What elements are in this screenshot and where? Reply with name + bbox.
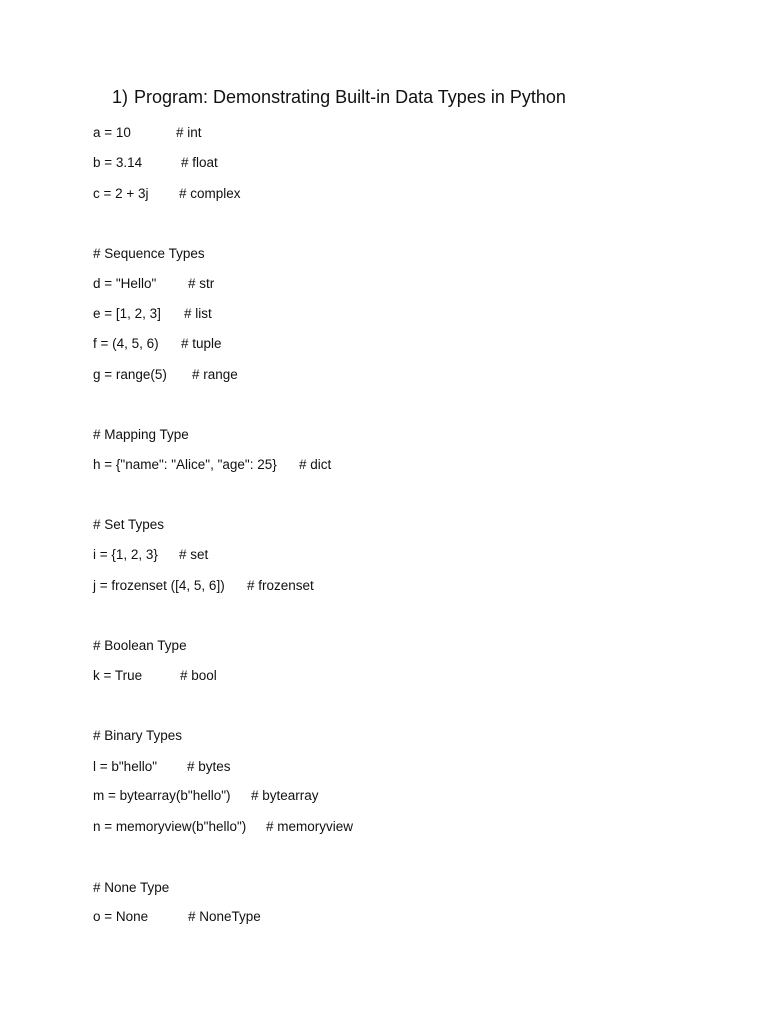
code-comment: # dict	[299, 457, 332, 472]
heading-number: 1)	[112, 87, 129, 107]
code-comment: # bytearray	[251, 788, 319, 803]
code-text: # None Type	[93, 880, 170, 895]
code-text: # Set Types	[93, 517, 165, 532]
code-comment: # int	[176, 125, 202, 140]
code-comment: # str	[188, 276, 215, 291]
code-text: c = 2 + 3j	[93, 186, 149, 201]
code-text: d = "Hello"	[93, 276, 157, 291]
code-line	[93, 125, 202, 140]
code-text: h = {"name": "Alice", "age": 25}	[93, 457, 277, 472]
section-comment	[93, 246, 205, 261]
code-comment: # bool	[180, 668, 217, 683]
code-comment: # tuple	[181, 336, 222, 351]
code-text: g = range(5)	[93, 367, 167, 382]
code-text: # Boolean Type	[93, 638, 187, 653]
code-line	[93, 788, 319, 803]
code-text: m = bytearray(b"hello")	[93, 788, 231, 803]
section-comment	[93, 517, 164, 532]
code-line	[93, 457, 332, 472]
section-comment	[93, 880, 169, 895]
code-line	[93, 668, 217, 683]
code-text: # Mapping Type	[93, 427, 189, 442]
code-comment: # range	[192, 367, 238, 382]
code-text: i = {1, 2, 3}	[93, 547, 158, 562]
code-text: # Binary Types	[93, 728, 183, 743]
code-comment: # NoneType	[188, 909, 261, 924]
code-line	[93, 367, 238, 382]
code-line	[93, 819, 354, 834]
code-line	[93, 759, 231, 774]
code-text: # Sequence Types	[93, 246, 205, 261]
code-comment: # bytes	[187, 759, 231, 774]
code-text: n = memoryview(b"hello")	[93, 819, 247, 834]
code-line	[93, 155, 218, 170]
heading-text: Program: Demonstrating Built-in Data Types in Python	[134, 87, 566, 107]
code-line	[93, 336, 222, 351]
code-comment: # list	[184, 306, 212, 321]
section-comment	[93, 638, 187, 653]
code-comment: # set	[179, 547, 209, 562]
code-line	[93, 578, 314, 593]
code-comment: # memoryview	[266, 819, 354, 834]
code-text: a = 10	[93, 125, 131, 140]
code-line	[93, 186, 241, 201]
section-comment	[93, 427, 189, 442]
code-text: b = 3.14	[93, 155, 143, 170]
code-text: j = frozenset ([4, 5, 6])	[93, 578, 225, 593]
code-text: e = [1, 2, 3]	[93, 306, 161, 321]
code-line	[93, 547, 209, 562]
code-text: l = b"hello"	[93, 759, 157, 774]
code-comment: # frozenset	[247, 578, 314, 593]
code-comment: # float	[181, 155, 218, 170]
document-heading	[112, 87, 566, 108]
section-comment	[93, 728, 182, 743]
code-line	[93, 909, 261, 924]
code-line	[93, 276, 215, 291]
code-text: o = None	[93, 909, 149, 924]
code-text: f = (4, 5, 6)	[93, 336, 159, 351]
code-line	[93, 306, 212, 321]
code-text: k = True	[93, 668, 143, 683]
code-comment: # complex	[179, 186, 241, 201]
